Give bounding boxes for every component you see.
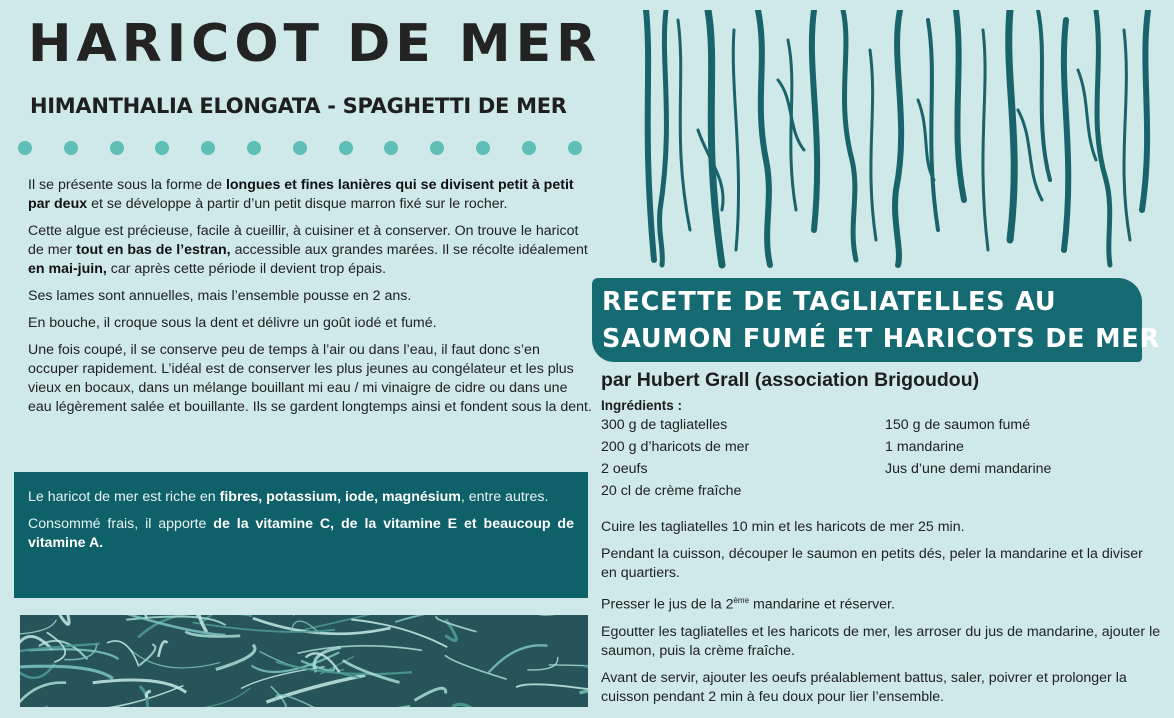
recipe-step-4: Egoutter les tagliatelles et les haricots de mer, les arroser du jus de mandarine, ajouter le saumon, puis la crème fraîche. <box>601 623 1161 659</box>
ingredient-item: 300 g de tagliatelles <box>601 417 728 433</box>
ingredient-item: 2 oeufs <box>601 461 648 477</box>
highlight: tout en bas de l’estran, <box>76 242 231 258</box>
dot <box>18 141 32 155</box>
recipe-title <box>602 284 1160 358</box>
page-subtitle: HIMANTHALIA ELONGATA - SPAGHETTI DE MER <box>30 94 567 118</box>
text: Il se présente sous la forme de <box>28 177 226 193</box>
ingredient-item: 200 g d’haricots de mer <box>601 439 750 455</box>
recipe-step-1: Cuire les tagliatelles 10 min et les haricots de mer 25 min. <box>601 519 965 535</box>
ingredient-item: 150 g de saumon fumé <box>885 417 1031 433</box>
dot <box>64 141 78 155</box>
ingredient-item: 1 mandarine <box>885 439 964 455</box>
dot <box>201 141 215 155</box>
recipe-steps <box>601 518 1161 715</box>
dot <box>384 141 398 155</box>
ingredients-left <box>601 414 749 502</box>
text: Cette algue est précieuse, facile à cueillir, à cuisiner et à conserver. On trouve le haricot de mer <box>28 223 579 258</box>
nutrition-paragraph-1 <box>28 488 574 507</box>
dot <box>522 141 536 155</box>
seaweed-illustration <box>638 10 1158 272</box>
text: Presser le jus de la 2 <box>601 596 734 613</box>
ingredient-item: 20 cl de crème fraîche <box>601 483 742 499</box>
intro-paragraph-2 <box>28 222 594 279</box>
text: , entre autres. <box>460 489 549 505</box>
dot <box>430 141 444 155</box>
highlight: en mai-juin, <box>28 261 107 277</box>
text: Le haricot de mer est riche en <box>28 489 220 505</box>
intro-paragraph-3: Ses lames sont annuelles, mais l’ensemble pousse en 2 ans. <box>28 288 412 304</box>
dot <box>110 141 124 155</box>
dot <box>568 141 582 155</box>
recipe-step-2: Pendant la cuisson, découper le saumon en petits dés, peler la mandarine et la diviser en quartiers. <box>601 546 1143 581</box>
recipe-author: par Hubert Grall (association Brigoudou) <box>601 369 980 391</box>
text: accessible aux grandes marées. Il se récolte idéalement <box>230 242 588 258</box>
dots-divider <box>18 141 588 157</box>
highlight: de la vitamine C, de la vitamine E et beaucoup de vitamine A. <box>28 516 574 551</box>
text: mandarine et réserver. <box>749 596 895 613</box>
page-title: HARICOT DE MER <box>28 14 602 74</box>
nutrition-box <box>14 472 588 598</box>
dot <box>293 141 307 155</box>
ingredients-right <box>885 414 1051 480</box>
text: et se développe à partir d’un petit disque marron fixé sur le rocher. <box>87 196 508 212</box>
superscript: ème <box>733 596 750 605</box>
recipe-step-5: Avant de servir, ajouter les oeufs préalablement battus, saler, poivrer et prolonger la cuisson pendant 2 min à feu doux pour lier l’ensemble. <box>601 669 1127 705</box>
text: Consommé frais, il apporte <box>28 516 214 532</box>
dot <box>339 141 353 155</box>
highlight: longues et fines lanières qui se divisent petit à petit par deux <box>28 177 574 212</box>
highlight: fibres, potassium, iode, magnésium <box>219 489 461 505</box>
seaweed-pattern-strip <box>20 615 588 707</box>
dot <box>476 141 490 155</box>
text: car après cette période il devient trop épais. <box>106 261 387 277</box>
dot <box>155 141 169 155</box>
intro-text <box>28 176 594 425</box>
nutrition-paragraph-2 <box>28 515 574 553</box>
intro-paragraph-1 <box>28 176 594 214</box>
dot <box>247 141 261 155</box>
ingredient-item: Jus d’une demi mandarine <box>885 461 1052 477</box>
recipe-title-line-1: RECETTE DE TAGLIATELLES AU <box>602 287 1057 317</box>
intro-paragraph-5: Une fois coupé, il se conserve peu de temps à l’air ou dans l’eau, il faut donc s’en occuper rapidement. L’idéal est de conserver les plus jeunes au congélateur et les plus vieux en bocaux, dans un mélange bouillant mi eau / mi vinaigre de cidre ou dans une eau légèrement salée et bouillante. Ils se gardent longtemps ainsi et fondent sous la dent. <box>28 342 592 415</box>
seaweed-pattern-image <box>20 615 588 707</box>
intro-paragraph-4: En bouche, il croque sous la dent et délivre un goût iodé et fumé. <box>28 315 437 331</box>
recipe-title-line-2: SAUMON FUMÉ ET HARICOTS DE MER <box>602 324 1160 354</box>
recipe-step-3 <box>601 591 1161 615</box>
ingredients-label: Ingrédients : <box>601 398 683 413</box>
